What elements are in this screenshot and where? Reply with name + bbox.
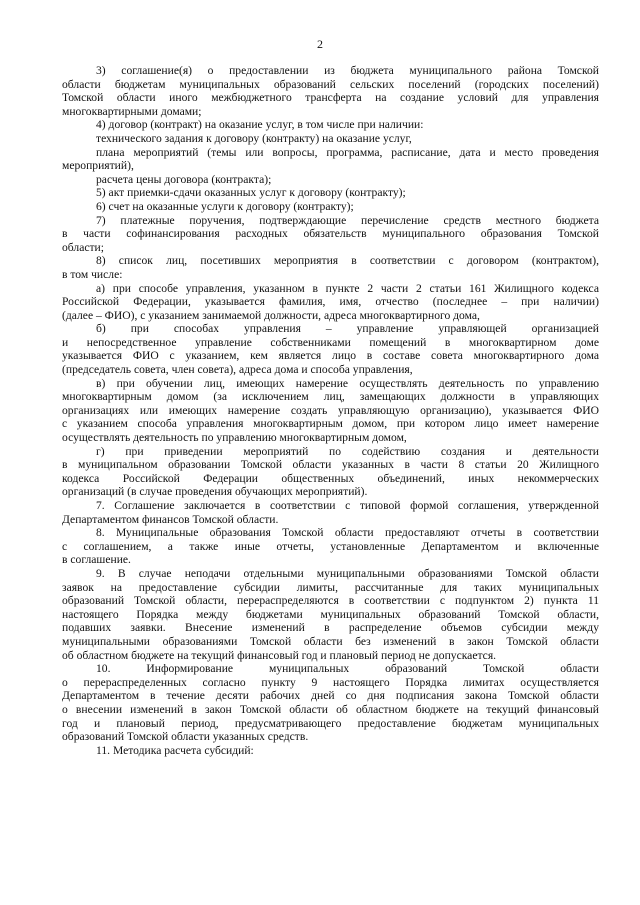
text-line: образований Томской области указанных средств. xyxy=(62,730,309,744)
text-line: Томской области иного межбюджетного трансферта на создание условий для управления xyxy=(62,91,599,105)
text-line: расчета цены договора (контракта); xyxy=(96,172,272,186)
text-line: 7) платежные поручения, подтверждающие перечисление средств местного бюджета xyxy=(96,213,599,227)
document-body xyxy=(62,64,599,757)
text-line: 6) счет на оказанные услуги к договору (контракту); xyxy=(96,199,354,213)
text-line: 7. Соглашение заключается в соответствии с типовой формой соглашения, утвержденной xyxy=(96,499,599,512)
text-line: многоквартирным домом (за исключением лиц, замещающих должности в управляющих xyxy=(62,390,599,404)
text-line: организациях или имеющих намерение создать управляющую организацию), указывается ФИО xyxy=(62,403,599,417)
text-line: в том числе: xyxy=(62,267,123,281)
text-line: образований Томской области, перераспределяются в соответствии с подпунктом 2) пункта 11 xyxy=(62,594,599,608)
text-line: об областном бюджете на текущий финансовый год и плановый период не допускается. xyxy=(62,648,497,662)
text-line: б) при способах управления – управление управляющей организацией xyxy=(96,322,599,336)
text-line: (далее – ФИО), с указанием занимаемой должности, адреса многоквартирного дома, xyxy=(62,308,480,322)
text-line: 9. В случае неподачи отдельными муниципальными образованиями Томской области xyxy=(96,566,599,580)
text-line: в муниципальном образовании Томской области указанных в части 8 статьи 20 Жилищного xyxy=(62,458,599,472)
text-line: плана мероприятий (темы или вопросы, программа, расписание, дата и место проведения xyxy=(96,145,599,159)
text-line: области бюджетам муниципальных образований сельских поселений (городских поселений) xyxy=(62,77,599,91)
text-line: кодекса Российской Федерации общественных объединений, иных некоммерческих xyxy=(62,471,599,485)
text-line: с соглашением, а также иные отчеты, установленные Департаментом и включенные xyxy=(62,539,599,553)
text-line: 5) акт приемки-сдачи оказанных услуг к договору (контракту); xyxy=(96,186,406,200)
text-line: заявок на предоставление субсидии лимиты, рассчитанные для таких муниципальных xyxy=(62,580,599,594)
text-line: муниципальными образованиями Томской области без изменений в закон Томской области xyxy=(62,634,599,648)
text-line: области; xyxy=(62,240,104,254)
text-line: с указанием способа управления многоквартирным домом, при котором лицо имеет намерение xyxy=(62,417,599,431)
text-line: Департаментом финансов Томской области. xyxy=(62,512,279,526)
text-line: многоквартирными домами; xyxy=(62,104,202,118)
text-line: в части софинансирования расходных обязательств муниципального образования Томской xyxy=(62,227,599,241)
text-line: 10. Информирование муниципальных образований Томской области xyxy=(96,662,599,676)
page-number: 2 xyxy=(317,37,323,51)
text-line: г) при приведении мероприятий по содействию создания и деятельности xyxy=(96,444,599,458)
text-line: 8) список лиц, посетивших мероприятия в соответствии с договором (контрактом), xyxy=(96,254,599,268)
text-line: 4) договор (контракт) на оказание услуг, в том числе при наличии: xyxy=(96,118,424,132)
text-line: указывается ФИО с указанием, кем является лицо в составе совета многоквартирного дома xyxy=(62,349,599,363)
text-line: и непосредственное управление собственниками помещений в многоквартирном доме xyxy=(62,335,599,349)
text-line: в соглашение. xyxy=(62,553,131,567)
text-line: а) при способе управления, указанном в пункте 2 части 2 статьи 161 Жилищного кодекса xyxy=(96,281,599,295)
text-line: 11. Методика расчета субсидий: xyxy=(96,743,254,757)
text-line: настоящего Порядка между бюджетами муниципальных образований Томской области, xyxy=(62,607,599,621)
text-line: Российской Федерации, указывается фамилия, имя, отчество (последнее – при наличии) xyxy=(62,295,599,309)
text-line: осуществлять деятельность по управлению многоквартирным домом, xyxy=(62,431,407,445)
text-line: (председатель совета, член совета), адреса дома и способа управления, xyxy=(62,363,413,377)
text-line: Департаментом в течение десяти рабочих дней со дня подписания закона Томской области xyxy=(62,689,599,703)
text-line: в) при обучении лиц, имеющих намерение осуществлять деятельность по управлению xyxy=(96,376,599,390)
text-line: мероприятий), xyxy=(62,159,134,173)
text-line: технического задания к договору (контракту) на оказание услуг, xyxy=(96,131,412,145)
text-line: год и плановый период, предусматривающего предоставление бюджетам муниципальных xyxy=(62,716,599,730)
text-line: о перераспределенных согласно пункту 9 настоящего Порядка лимитах осуществляется xyxy=(62,675,599,689)
text-line: 8. Муниципальные образования Томской области предоставляют отчеты в соответствии xyxy=(96,526,599,540)
text-line: организаций (в случае проведения обучающих мероприятий). xyxy=(62,485,368,499)
text-line: подавших заявки. Внесение изменений в распределение объемов субсидии между xyxy=(62,621,599,635)
text-line: о внесении изменений в закон Томской области об областном бюджете на текущий финансовый xyxy=(62,702,599,716)
text-line: 3) соглашение(я) о предоставлении из бюджета муниципального района Томской xyxy=(96,64,599,77)
